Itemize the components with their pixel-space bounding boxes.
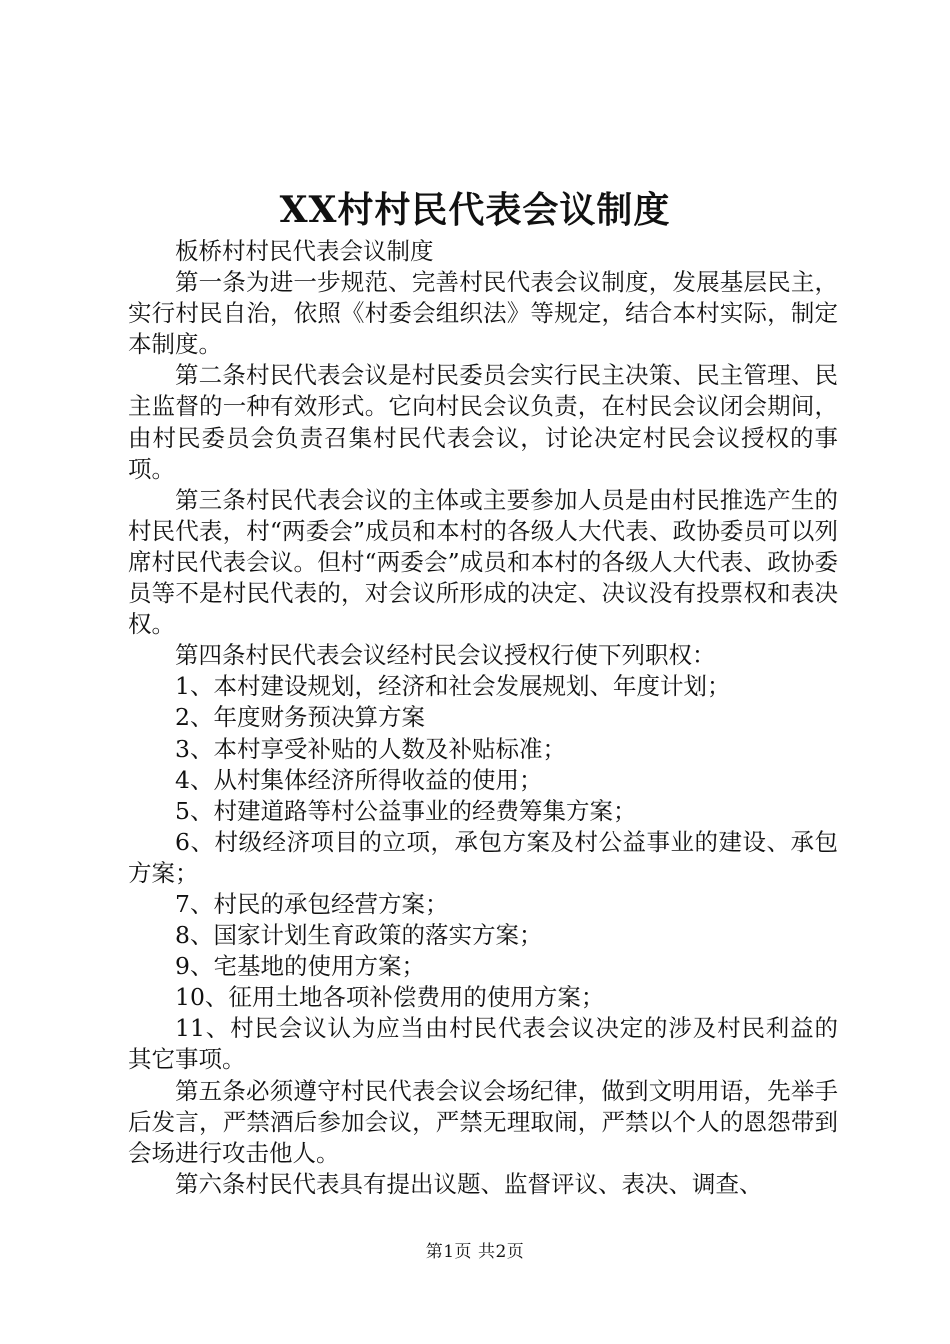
list-item: 9、宅基地的使用方案； (175, 952, 425, 981)
article-6: 第六条村民代表具有提出议题、监督评议、表决、调查、 (175, 1169, 763, 1198)
list-item: 4、从村集体经济所得收益的使用； (175, 765, 543, 794)
list-item: 10、征用土地各项补偿费用的使用方案； (175, 983, 605, 1012)
article-1: 第一条为进一步规范、完善村民代表会议制度，发展基层民主，实行村民自治，依照《村委会组织法》等规定，结合本村实际，制定本制度。 (128, 268, 838, 359)
document-title: XX村村民代表会议制度 (279, 189, 671, 231)
list-item: 11、村民会议认为应当由村民代表会议决定的涉及村民利益的其它事项。 (128, 1014, 838, 1074)
list-item: 7、村民的承包经营方案； (175, 889, 449, 918)
article-5: 第五条必须遵守村民代表会议会场纪律，做到文明用语，先举手后发言，严禁酒后参加会议，严禁无理取闹，严禁以个人的恩怨带到会场进行攻击他人。 (128, 1076, 838, 1167)
document-subtitle: 板桥村村民代表会议制度 (175, 237, 434, 265)
page-number: 第1页 共2页 (425, 1242, 525, 1262)
article-3: 第三条村民代表会议的主体或主要参加人员是由村民推选产生的村民代表，村“两委会”成员和本村的各级人大代表、政协委员可以列席村民代表会议。但村“两委会”成员和本村的各级人大代表、政协委员等不是村民代表的，对会议所形成的决定、决议没有投票权和表决权。 (128, 485, 838, 639)
article-4: 第四条村民代表会议经村民会议授权行使下列职权： (175, 641, 716, 670)
list-item: 6、村级经济项目的立项，承包方案及村公益事业的建设、承包方案； (128, 827, 838, 887)
list-item: 2、年度财务预决算方案 (175, 703, 425, 732)
list-item: 8、国家计划生育政策的落实方案； (175, 921, 543, 950)
list-item: 3、本村享受补贴的人数及补贴标准； (175, 734, 566, 763)
document-body (128, 236, 838, 1200)
list-item: 1、本村建设规划，经济和社会发展规划、年度计划； (175, 672, 731, 701)
list-item: 5、村建道路等村公益事业的经费筹集方案； (175, 796, 637, 825)
article-2: 第二条村民代表会议是村民委员会实行民主决策、民主管理、民主监督的一种有效形式。它向村民会议负责，在村民会议闭会期间，由村民委员会负责召集村民代表会议，讨论决定村民会议授权的事项。 (128, 361, 838, 483)
